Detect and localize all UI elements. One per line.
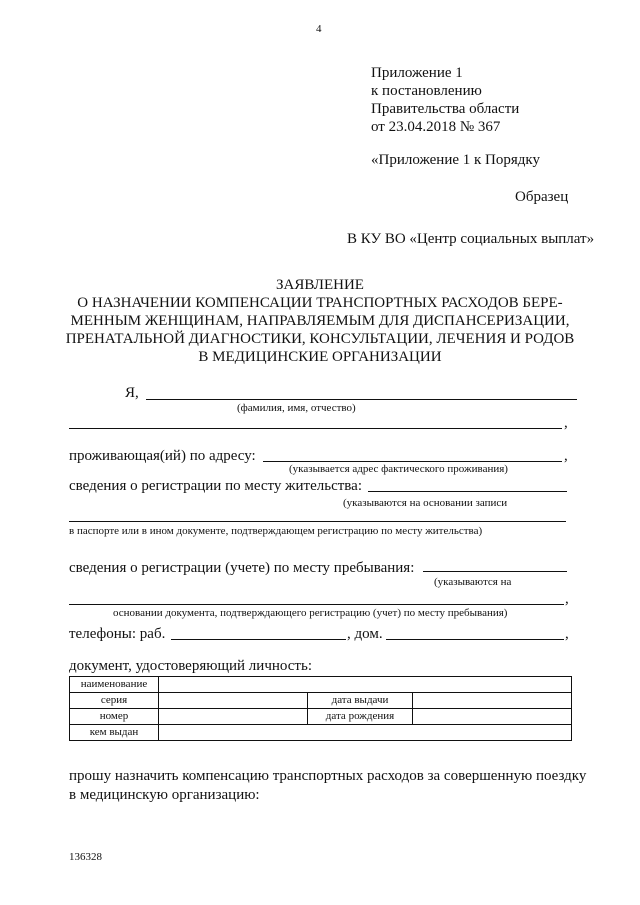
- registration-hint-1: (указываются на основании записи: [343, 497, 508, 509]
- comma: ,: [565, 591, 569, 607]
- birth-date-label: дата рождения: [308, 709, 413, 725]
- stay-field-continued[interactable]: [69, 604, 564, 605]
- appendix-line-1: Приложение 1: [371, 65, 463, 81]
- phone-home-field[interactable]: [386, 639, 564, 640]
- registration-hint-2: в паспорте или в ином документе, подтверждающем регистрацию по месту жительства): [69, 525, 483, 537]
- sample-label: Образец: [515, 189, 569, 205]
- phone-work-label: телефоны: раб.: [69, 626, 166, 642]
- number-cell[interactable]: [159, 709, 308, 725]
- stay-hint-2: основании документа, подтверждающего регистрацию (учет) по месту пребывания): [113, 607, 508, 619]
- issue-date-cell[interactable]: [413, 693, 572, 709]
- stay-field[interactable]: [423, 571, 567, 572]
- fio-field-continued[interactable]: [69, 428, 562, 429]
- series-cell[interactable]: [159, 693, 308, 709]
- appendix-order: «Приложение 1 к Порядку: [371, 152, 540, 168]
- issue-date-label: дата выдачи: [308, 693, 413, 709]
- title-line-4: ПРЕНАТАЛЬНОЙ ДИАГНОСТИКИ, КОНСУЛЬТАЦИИ, ЛЕЧЕНИЯ И РОДОВ: [65, 331, 575, 347]
- comma: ,: [564, 415, 568, 431]
- registration-label: сведения о регистрации по месту жительства:: [69, 478, 362, 494]
- number-label: номер: [70, 709, 159, 725]
- title-line-3: МЕННЫМ ЖЕНЩИНАМ, НАПРАВЛЯЕМЫМ ДЛЯ ДИСПАНСЕРИЗАЦИИ,: [70, 313, 570, 329]
- registration-field-continued[interactable]: [69, 521, 566, 522]
- comma: ,: [564, 448, 568, 464]
- title-line-5: В МЕДИЦИНСКИЕ ОРГАНИЗАЦИИ: [198, 349, 442, 365]
- issued-by-label: кем выдан: [70, 725, 159, 741]
- recipient: В КУ ВО «Центр социальных выплат»: [347, 231, 595, 247]
- name-cell[interactable]: [159, 677, 572, 693]
- issued-by-cell[interactable]: [159, 725, 572, 741]
- page-number: 4: [316, 23, 322, 35]
- appendix-line-3: Правительства области: [371, 101, 520, 117]
- request-line-1: прошу назначить компенсацию транспортных расходов за совершенную поездку: [69, 768, 587, 784]
- phone-home-label: , дом.: [347, 626, 383, 642]
- stay-hint-1: (указываются на: [434, 576, 512, 588]
- table-row: [70, 677, 572, 693]
- address-label: проживающая(ий) по адресу:: [69, 448, 256, 464]
- title-line-1: ЗАЯВЛЕНИЕ: [276, 277, 364, 293]
- comma: ,: [565, 626, 569, 642]
- request-line-2: в медицинскую организацию:: [69, 787, 260, 803]
- name-label: наименование: [70, 677, 159, 693]
- appendix-line-2: к постановлению: [371, 83, 482, 99]
- address-hint: (указывается адрес фактического проживания): [289, 463, 508, 475]
- birth-date-cell[interactable]: [413, 709, 572, 725]
- table-row: [70, 725, 572, 741]
- phone-work-field[interactable]: [171, 639, 346, 640]
- stay-label: сведения о регистрации (учете) по месту пребывания:: [69, 560, 415, 576]
- fio-field[interactable]: [146, 399, 577, 400]
- table-row: [70, 709, 572, 725]
- id-document-table: [69, 676, 572, 741]
- appendix-line-4: от 23.04.2018 № 367: [371, 119, 501, 135]
- fio-hint: (фамилия, имя, отчество): [237, 402, 356, 414]
- table-row: [70, 693, 572, 709]
- footer-code: 136328: [69, 851, 102, 863]
- series-label: серия: [70, 693, 159, 709]
- i-label: Я,: [125, 385, 139, 401]
- title-line-2: О НАЗНАЧЕНИИ КОМПЕНСАЦИИ ТРАНСПОРТНЫХ РАСХОДОВ БЕРЕ-: [77, 295, 563, 311]
- registration-field[interactable]: [368, 491, 567, 492]
- address-field[interactable]: [263, 461, 562, 462]
- id-doc-label: документ, удостоверяющий личность:: [69, 658, 312, 674]
